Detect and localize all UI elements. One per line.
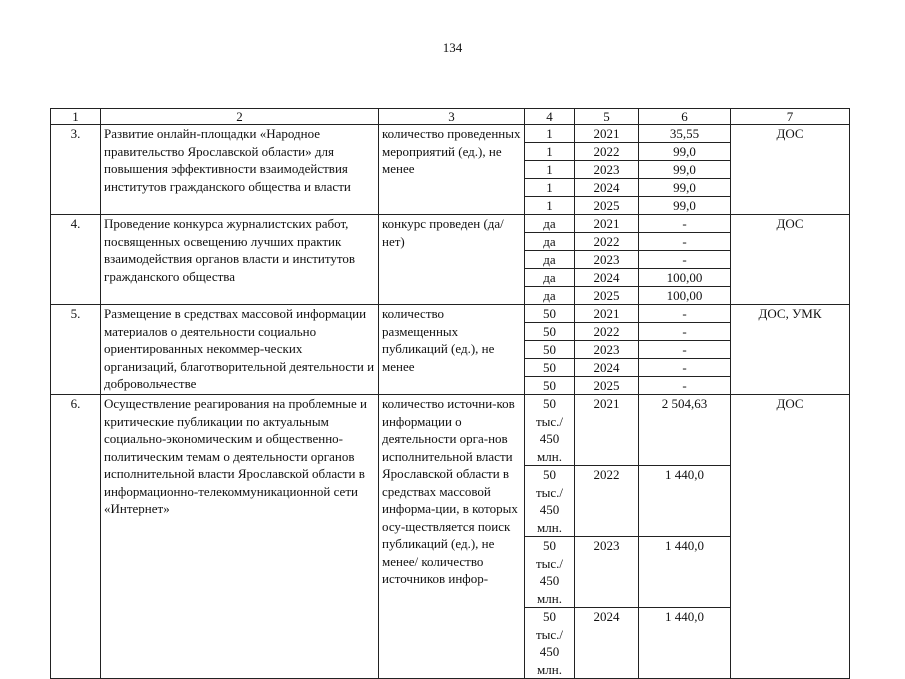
- indicator-value: да: [525, 215, 575, 233]
- amount-cell: -: [639, 233, 731, 251]
- row-number: 6.: [51, 395, 101, 679]
- header-row: [51, 109, 850, 125]
- row-indicator: количество источни-ков информации о деятельности орга-нов исполнительной власти Ярославской области в средствах массовой информа-ции, в которых осу-ществляется поиск публикаций (ед.), не менее/ количество источников инфор-: [379, 395, 525, 679]
- row-indicator: конкурс проведен (да/нет): [379, 215, 525, 305]
- amount-cell: -: [639, 215, 731, 233]
- row-description: Размещение в средствах массовой информации материалов о деятельности социально ориентированных некоммер-ческих организаций, благотворительной деятельности и добровольчестве: [101, 305, 379, 395]
- amount-cell: 1 440,0: [639, 608, 731, 679]
- year-cell: 2023: [575, 537, 639, 608]
- year-cell: 2024: [575, 359, 639, 377]
- row-number: 3.: [51, 125, 101, 215]
- indicator-value: да: [525, 287, 575, 305]
- table-row: [51, 395, 850, 466]
- year-cell: 2022: [575, 466, 639, 537]
- table-row: [51, 125, 850, 143]
- header-cell: 3: [379, 109, 525, 125]
- row-number: 5.: [51, 305, 101, 395]
- year-cell: 2025: [575, 287, 639, 305]
- amount-cell: 2 504,63: [639, 395, 731, 466]
- indicator-value: 50: [525, 359, 575, 377]
- program-table: [50, 108, 850, 679]
- row-number: 4.: [51, 215, 101, 305]
- indicator-value: 50 тыс./ 450 млн.: [525, 466, 575, 537]
- table-row: [51, 305, 850, 323]
- amount-cell: 100,00: [639, 287, 731, 305]
- indicator-value: 1: [525, 161, 575, 179]
- year-cell: 2022: [575, 323, 639, 341]
- indicator-value: 1: [525, 197, 575, 215]
- year-cell: 2024: [575, 179, 639, 197]
- indicator-value: 50 тыс./ 450 млн.: [525, 395, 575, 466]
- indicator-value: 50: [525, 341, 575, 359]
- year-cell: 2024: [575, 269, 639, 287]
- header-cell: 2: [101, 109, 379, 125]
- indicator-value: 50 тыс./ 450 млн.: [525, 608, 575, 679]
- year-cell: 2025: [575, 377, 639, 395]
- header-cell: 4: [525, 109, 575, 125]
- amount-cell: -: [639, 251, 731, 269]
- row-description: Развитие онлайн-площадки «Народное правительство Ярославской области» для повышения эффективности взаимодействия институтов гражданского общества и власти: [101, 125, 379, 215]
- amount-cell: 99,0: [639, 179, 731, 197]
- amount-cell: 99,0: [639, 161, 731, 179]
- amount-cell: -: [639, 359, 731, 377]
- amount-cell: -: [639, 305, 731, 323]
- indicator-value: 1: [525, 125, 575, 143]
- amount-cell: 99,0: [639, 143, 731, 161]
- executor-cell: ДОС, УМК: [731, 305, 850, 395]
- table-row: [51, 215, 850, 233]
- year-cell: 2023: [575, 251, 639, 269]
- year-cell: 2025: [575, 197, 639, 215]
- amount-cell: 1 440,0: [639, 537, 731, 608]
- executor-cell: ДОС: [731, 215, 850, 305]
- indicator-value: 50: [525, 305, 575, 323]
- year-cell: 2022: [575, 233, 639, 251]
- header-cell: 5: [575, 109, 639, 125]
- indicator-value: да: [525, 269, 575, 287]
- amount-cell: -: [639, 341, 731, 359]
- row-indicator: количество проведенных мероприятий (ед.), не менее: [379, 125, 525, 215]
- indicator-value: 1: [525, 179, 575, 197]
- year-cell: 2021: [575, 215, 639, 233]
- amount-cell: -: [639, 377, 731, 395]
- header-cell: 6: [639, 109, 731, 125]
- amount-cell: 1 440,0: [639, 466, 731, 537]
- year-cell: 2023: [575, 341, 639, 359]
- amount-cell: 100,00: [639, 269, 731, 287]
- indicator-value: 50 тыс./ 450 млн.: [525, 537, 575, 608]
- row-description: Осуществление реагирования на проблемные и критические публикации по актуальным социально-экономическим и общественно-политическим темам о деятельности органов исполнительной власти Ярославской области в информационно-телекоммуникационной сети «Интернет»: [101, 395, 379, 679]
- year-cell: 2022: [575, 143, 639, 161]
- row-description: Проведение конкурса журналистских работ, посвященных освещению лучших практик взаимодействия органов власти и институтов гражданского общества: [101, 215, 379, 305]
- indicator-value: 1: [525, 143, 575, 161]
- header-cell: 7: [731, 109, 850, 125]
- amount-cell: 99,0: [639, 197, 731, 215]
- year-cell: 2023: [575, 161, 639, 179]
- row-indicator: количество размещенных публикаций (ед.), не менее: [379, 305, 525, 395]
- year-cell: 2021: [575, 305, 639, 323]
- indicator-value: да: [525, 251, 575, 269]
- executor-cell: ДОС: [731, 395, 850, 679]
- indicator-value: 50: [525, 323, 575, 341]
- year-cell: 2021: [575, 125, 639, 143]
- year-cell: 2021: [575, 395, 639, 466]
- header-cell: 1: [51, 109, 101, 125]
- amount-cell: 35,55: [639, 125, 731, 143]
- indicator-value: да: [525, 233, 575, 251]
- executor-cell: ДОС: [731, 125, 850, 215]
- page-number: 134: [442, 40, 463, 55]
- indicator-value: 50: [525, 377, 575, 395]
- year-cell: 2024: [575, 608, 639, 679]
- amount-cell: -: [639, 323, 731, 341]
